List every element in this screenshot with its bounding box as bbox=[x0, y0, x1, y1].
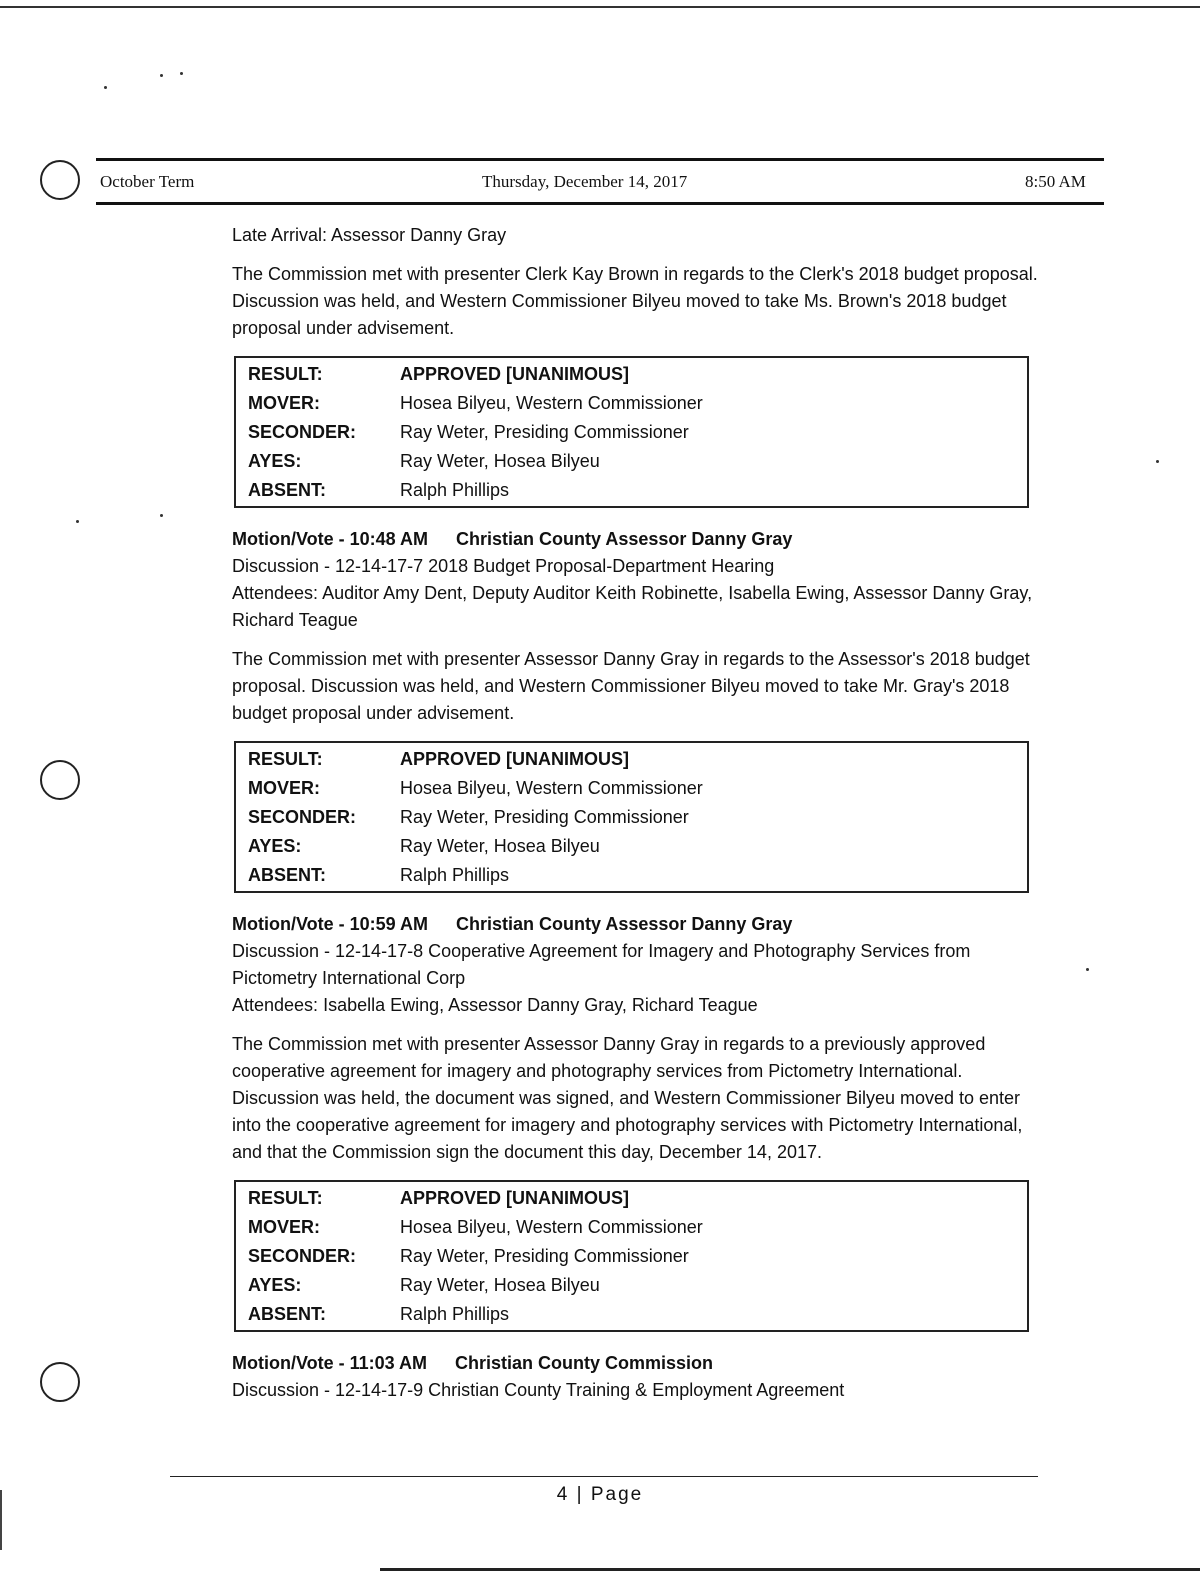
vote-label: SECONDER: bbox=[248, 1246, 357, 1266]
vote-label: AYES: bbox=[248, 1275, 302, 1295]
attendees-line: Attendees: Isabella Ewing, Assessor Danny Gray, Richard Teague bbox=[232, 995, 758, 1015]
vote-mover: Hosea Bilyeu, Western Commissioner bbox=[400, 778, 703, 798]
discussion-line: Discussion - 12-14-17-7 2018 Budget Proposal-Department Hearing bbox=[232, 556, 775, 576]
section-paragraph: The Commission met with presenter Clerk Kay Brown in regards to the Clerk's 2018 budget proposal. Discussion was held, and Western Commissioner Bilyeu moved to take Ms. Brown's 2018 budget proposal under advisement. bbox=[232, 264, 1038, 338]
vote-absent: Ralph Phillips bbox=[400, 480, 510, 500]
vote-absent: Ralph Phillips bbox=[400, 865, 510, 885]
vote-label: ABSENT: bbox=[248, 1304, 327, 1324]
header-date: Thursday, December 14, 2017 bbox=[482, 172, 688, 191]
late-arrival: Late Arrival: Assessor Danny Gray bbox=[232, 225, 507, 245]
scan-speck bbox=[160, 514, 163, 517]
vote-absent: Ralph Phillips bbox=[400, 1304, 510, 1324]
section-pictometry-agreement bbox=[232, 911, 1052, 1332]
section-paragraph: The Commission met with presenter Assessor Danny Gray in regards to a previously approved cooperative agreement for imagery and photography services from Pictometry International. Discussion was held, the document was signed, and Western Commissioner Bilyeu moved to enter into the cooperative agreement for imagery and photography services with Pictometry International, and that the Commission sign the document this day, December 14, 2017. bbox=[232, 1034, 1023, 1162]
scan-speck bbox=[180, 72, 183, 75]
vote-table bbox=[234, 356, 1029, 508]
header-term: October Term bbox=[100, 172, 195, 191]
vote-result: APPROVED [UNANIMOUS] bbox=[400, 749, 630, 769]
vote-ayes: Ray Weter, Hosea Bilyeu bbox=[400, 1275, 600, 1295]
vote-label: AYES: bbox=[248, 451, 302, 471]
scan-edge-bottom bbox=[380, 1568, 1200, 1571]
vote-mover: Hosea Bilyeu, Western Commissioner bbox=[400, 393, 703, 413]
vote-ayes: Ray Weter, Hosea Bilyeu bbox=[400, 451, 600, 471]
motion-time: Motion/Vote - 10:59 AM bbox=[232, 914, 429, 934]
header-time: 8:50 AM bbox=[1025, 172, 1086, 191]
vote-seconder: Ray Weter, Presiding Commissioner bbox=[400, 1246, 689, 1266]
vote-label: AYES: bbox=[248, 836, 302, 856]
punch-hole bbox=[40, 1362, 80, 1402]
scan-speck bbox=[1086, 968, 1089, 971]
scan-speck bbox=[1156, 460, 1159, 463]
vote-label: MOVER: bbox=[248, 1217, 320, 1237]
vote-mover: Hosea Bilyeu, Western Commissioner bbox=[400, 1217, 703, 1237]
vote-table bbox=[234, 741, 1029, 893]
attendees-line: Attendees: Auditor Amy Dent, Deputy Auditor Keith Robinette, Isabella Ewing, Assessor Danny Gray, Richard Teague bbox=[232, 583, 1033, 630]
vote-label: RESULT: bbox=[248, 749, 323, 769]
minutes-body bbox=[232, 222, 1052, 1404]
vote-result: APPROVED [UNANIMOUS] bbox=[400, 1188, 630, 1208]
vote-label: ABSENT: bbox=[248, 865, 327, 885]
vote-result: APPROVED [UNANIMOUS] bbox=[400, 364, 630, 384]
motion-heading bbox=[232, 911, 1052, 938]
motion-time: Motion/Vote - 10:48 AM bbox=[232, 529, 429, 549]
footer-rule bbox=[170, 1476, 1038, 1477]
motion-heading bbox=[232, 1350, 1052, 1377]
punch-hole bbox=[40, 160, 80, 200]
scan-speck bbox=[160, 74, 163, 77]
discussion-line: Discussion - 12-14-17-9 Christian County Training & Employment Agreement bbox=[232, 1380, 845, 1400]
scan-speck bbox=[104, 86, 107, 89]
section-paragraph: The Commission met with presenter Assessor Danny Gray in regards to the Assessor's 2018 budget proposal. Discussion was held, and Western Commissioner Bilyeu moved to take Mr. Gray's 2018 budget proposal under advisement. bbox=[232, 649, 1030, 723]
vote-label: RESULT: bbox=[248, 1188, 323, 1208]
vote-label: SECONDER: bbox=[248, 807, 357, 827]
vote-label: MOVER: bbox=[248, 393, 320, 413]
vote-seconder: Ray Weter, Presiding Commissioner bbox=[400, 807, 689, 827]
vote-table bbox=[234, 1180, 1029, 1332]
scan-speck bbox=[76, 520, 79, 523]
motion-heading bbox=[232, 526, 1052, 553]
vote-label: RESULT: bbox=[248, 364, 323, 384]
section-assessor-budget bbox=[232, 526, 1052, 893]
vote-label: MOVER: bbox=[248, 778, 320, 798]
vote-label: SECONDER: bbox=[248, 422, 357, 442]
motion-presenter: Christian County Commission bbox=[455, 1353, 714, 1373]
section-clerk-budget bbox=[232, 261, 1052, 508]
discussion-line: Discussion - 12-14-17-8 Cooperative Agreement for Imagery and Photography Services from Pictometry International Corp bbox=[232, 941, 971, 988]
motion-time: Motion/Vote - 11:03 AM bbox=[232, 1353, 428, 1373]
motion-presenter: Christian County Assessor Danny Gray bbox=[456, 529, 793, 549]
section-training-agreement bbox=[232, 1350, 1052, 1404]
header-rule-bottom bbox=[96, 202, 1104, 205]
vote-label: ABSENT: bbox=[248, 480, 327, 500]
vote-ayes: Ray Weter, Hosea Bilyeu bbox=[400, 836, 600, 856]
header-rule-top bbox=[96, 158, 1104, 161]
page-number: 4 | Page bbox=[556, 1484, 644, 1505]
vote-seconder: Ray Weter, Presiding Commissioner bbox=[400, 422, 689, 442]
scan-edge-top bbox=[0, 6, 1200, 8]
motion-presenter: Christian County Assessor Danny Gray bbox=[456, 914, 793, 934]
punch-hole bbox=[40, 760, 80, 800]
